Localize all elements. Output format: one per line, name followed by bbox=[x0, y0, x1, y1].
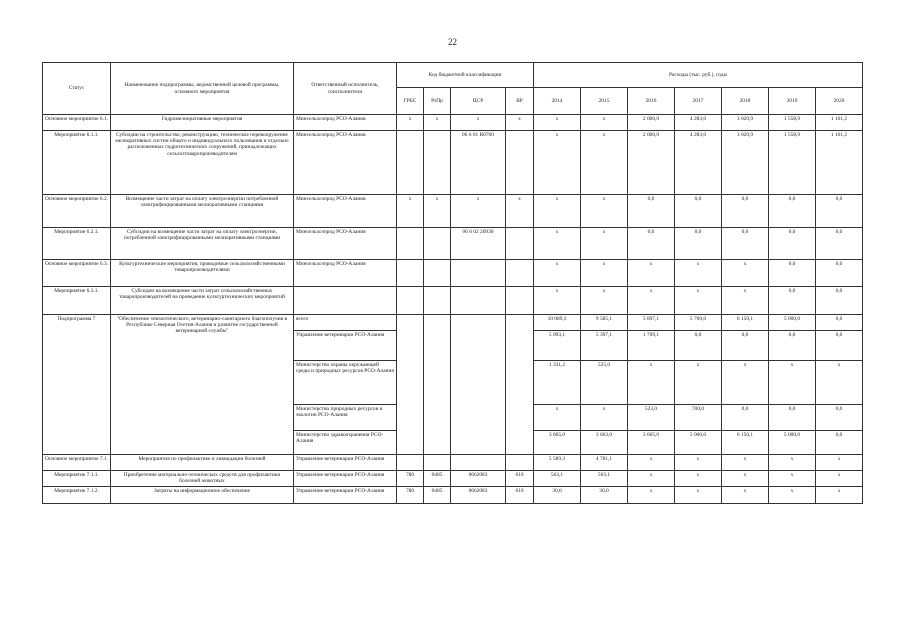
table-row bbox=[43, 487, 863, 504]
row-value: 4 781,1 bbox=[581, 455, 628, 471]
row-value: х bbox=[628, 455, 675, 471]
table-row bbox=[43, 455, 863, 471]
row-value: 10 089,3 bbox=[534, 315, 581, 331]
row-code bbox=[506, 315, 534, 455]
row-value: 523,0 bbox=[628, 405, 675, 431]
row-value: х bbox=[581, 260, 628, 287]
row-value: 700,0 bbox=[675, 405, 722, 431]
table-row bbox=[43, 131, 863, 195]
row-code bbox=[451, 315, 506, 455]
row-value: 1 558,9 bbox=[769, 131, 816, 195]
row-code bbox=[424, 131, 451, 195]
row-value: х bbox=[534, 228, 581, 260]
row-name: Культуртехнические мероприятия, проводимые сельскохозяйственными товаропроизводителями bbox=[111, 260, 294, 287]
row-value: 1 558,9 bbox=[769, 115, 816, 131]
row-value: х bbox=[722, 361, 769, 405]
row-code bbox=[506, 287, 534, 315]
row-value: х bbox=[581, 228, 628, 260]
row-value: 30,0 bbox=[534, 487, 581, 504]
row-value: х bbox=[722, 471, 769, 487]
row-status: Мероприятие 6.1.1. bbox=[43, 131, 111, 195]
row-executor: Министерство природных ресурсов и экологии РСО-Алания bbox=[294, 405, 397, 431]
row-status: Мероприятие 6.2.1. bbox=[43, 228, 111, 260]
row-name: Затраты на информационное обеспечение bbox=[111, 487, 294, 504]
row-value: х bbox=[816, 455, 863, 471]
row-value: 0,0 bbox=[816, 287, 863, 315]
row-code bbox=[397, 315, 424, 455]
row-value: 1 161,2 bbox=[816, 115, 863, 131]
row-value: 0,0 bbox=[816, 405, 863, 431]
row-value: 6 150,1 bbox=[722, 431, 769, 455]
row-value: х bbox=[628, 361, 675, 405]
row-value: х bbox=[534, 405, 581, 431]
row-code bbox=[506, 228, 534, 260]
row-value: х bbox=[816, 471, 863, 487]
row-code bbox=[397, 228, 424, 260]
row-value: 1 709,1 bbox=[628, 331, 675, 361]
row-value: х bbox=[534, 115, 581, 131]
table-row bbox=[43, 115, 863, 131]
row-value: х bbox=[581, 195, 628, 228]
header-code: ЦСР bbox=[451, 88, 506, 115]
row-value: х bbox=[628, 487, 675, 504]
row-code: 0662083 bbox=[451, 471, 506, 487]
row-code bbox=[506, 260, 534, 287]
page-number: 22 bbox=[448, 37, 457, 47]
row-value: х bbox=[769, 487, 816, 504]
header-year: 2015 bbox=[581, 88, 628, 115]
header-code: ВР bbox=[506, 88, 534, 115]
row-status: Основное мероприятие 6.2. bbox=[43, 195, 111, 228]
row-code bbox=[451, 260, 506, 287]
row-code: 780 bbox=[397, 487, 424, 504]
row-value: х bbox=[534, 195, 581, 228]
row-value: 4 283,0 bbox=[675, 131, 722, 195]
row-code bbox=[506, 131, 534, 195]
row-name: Приобретение материально-технических средств для профилактики болезней животных bbox=[111, 471, 294, 487]
row-value: 0,0 bbox=[722, 228, 769, 260]
row-status: Основное мероприятие 6.3. bbox=[43, 260, 111, 287]
row-value: 0,0 bbox=[816, 431, 863, 455]
row-value: 3 665,0 bbox=[628, 431, 675, 455]
subprogram-name: "Обеспечение эпизоотического, ветеринарно-санитарного благополучия в Республике Северная Осетия-Алания и развитие государственной ветеринарной службы" bbox=[111, 315, 294, 455]
header-status: Статус bbox=[43, 63, 111, 115]
row-name: Гидромелиоративные мероприятия bbox=[111, 115, 294, 131]
row-value: х bbox=[581, 115, 628, 131]
row-value: 0,0 bbox=[816, 331, 863, 361]
row-code: х bbox=[506, 195, 534, 228]
row-value: 0,0 bbox=[675, 228, 722, 260]
header-year: 2019 bbox=[769, 88, 816, 115]
row-code: 610 bbox=[506, 471, 534, 487]
row-code bbox=[424, 228, 451, 260]
row-value: 0,0 bbox=[722, 405, 769, 431]
row-value: х bbox=[581, 131, 628, 195]
header-name: Наименование подпрограммы, ведомственной целевой программы, основного мероприятия bbox=[111, 63, 294, 115]
row-value: 0,0 bbox=[722, 331, 769, 361]
row-value: 3 020,9 bbox=[722, 115, 769, 131]
row-value: х bbox=[628, 471, 675, 487]
row-value: 0,0 bbox=[769, 228, 816, 260]
row-value: 5 000,0 bbox=[769, 315, 816, 331]
row-value: х bbox=[816, 487, 863, 504]
row-value: х bbox=[722, 455, 769, 471]
row-executor: всего bbox=[294, 315, 397, 331]
row-value: 0,0 bbox=[628, 228, 675, 260]
row-executor bbox=[294, 287, 397, 315]
row-value: х bbox=[534, 131, 581, 195]
row-value: 5 897,1 bbox=[628, 315, 675, 331]
row-code: 06 6 01 R0760 bbox=[451, 131, 506, 195]
header-year: 2016 bbox=[628, 88, 675, 115]
row-value: 0,0 bbox=[675, 331, 722, 361]
row-name: Субсидии на строительство, реконструкцию, техническое перевооружение мелиоративных систем общего и индивидуального пользования и отдельно расположенных гидротехнических сооружений, принадлежащих сельхозтоваропроизводителям bbox=[111, 131, 294, 195]
row-value: 5 000,0 bbox=[769, 431, 816, 455]
row-value: х bbox=[675, 287, 722, 315]
row-value: х bbox=[769, 361, 816, 405]
table-row bbox=[43, 195, 863, 228]
row-value: 0,0 bbox=[816, 228, 863, 260]
row-code: х bbox=[424, 195, 451, 228]
header-year: 2014 bbox=[534, 88, 581, 115]
row-executor: Управление ветеринарии РСО-Алания bbox=[294, 471, 397, 487]
row-value: 30,0 bbox=[581, 487, 628, 504]
header-year: 2020 bbox=[816, 88, 863, 115]
row-code: х bbox=[451, 115, 506, 131]
row-executor: Минсельхозпрод РСО-Алания bbox=[294, 131, 397, 195]
row-value: х bbox=[581, 287, 628, 315]
row-code: 780 bbox=[397, 471, 424, 487]
row-value: 0,0 bbox=[675, 195, 722, 228]
header-year: 2018 bbox=[722, 88, 769, 115]
row-code bbox=[424, 315, 451, 455]
header-expenses: Расходы (тыс. руб.), годы bbox=[534, 63, 863, 88]
row-code bbox=[506, 455, 534, 471]
row-code: х bbox=[397, 115, 424, 131]
row-value: 6 150,1 bbox=[722, 315, 769, 331]
row-executor: Минсельхозпрод РСО-Алания bbox=[294, 115, 397, 131]
row-value: х bbox=[816, 361, 863, 405]
row-value: 0,0 bbox=[769, 287, 816, 315]
row-status: Основное мероприятие 7.1. bbox=[43, 455, 111, 471]
row-code: х bbox=[397, 195, 424, 228]
row-value: 1 331,2 bbox=[534, 361, 581, 405]
row-name: Субсидии на возмещение части затрат на оплату электроэнергии, потребленной электрифицированными мелиоративными станциями bbox=[111, 228, 294, 260]
row-value: х bbox=[581, 405, 628, 431]
row-value: 0,0 bbox=[769, 195, 816, 228]
table-row bbox=[43, 260, 863, 287]
table-row bbox=[43, 228, 863, 260]
row-executor: Управление ветеринарии РСО-Алания bbox=[294, 487, 397, 504]
row-value: х bbox=[675, 260, 722, 287]
header-budget-code: Код бюджетной классификации bbox=[397, 63, 534, 88]
row-value: 0,0 bbox=[769, 331, 816, 361]
row-code: х bbox=[451, 195, 506, 228]
row-value: х bbox=[675, 487, 722, 504]
header-executor: Ответственный исполнитель, соисполнители bbox=[294, 63, 397, 115]
row-value: х bbox=[722, 487, 769, 504]
header-code: ГРБС bbox=[397, 88, 424, 115]
row-code bbox=[424, 455, 451, 471]
row-value: х bbox=[769, 455, 816, 471]
row-value: 563,1 bbox=[581, 471, 628, 487]
row-value: 3 020,9 bbox=[722, 131, 769, 195]
row-value: 0,0 bbox=[628, 195, 675, 228]
row-executor: Министерство здравоохранения РСО-Алания bbox=[294, 431, 397, 455]
row-value: 0,0 bbox=[769, 405, 816, 431]
row-code: 0662083 bbox=[451, 487, 506, 504]
row-value: 5 700,0 bbox=[675, 315, 722, 331]
row-code: х bbox=[424, 115, 451, 131]
row-value: х bbox=[628, 260, 675, 287]
row-code bbox=[451, 455, 506, 471]
row-code bbox=[397, 131, 424, 195]
row-status: Мероприятие 7.1.1. bbox=[43, 471, 111, 487]
row-value: 5 093,1 bbox=[534, 331, 581, 361]
row-value: 0,0 bbox=[722, 195, 769, 228]
row-name: Мероприятия по профилактике и ликвидации болезней bbox=[111, 455, 294, 471]
row-value: 9 585,1 bbox=[581, 315, 628, 331]
row-code bbox=[397, 260, 424, 287]
row-value: х bbox=[675, 361, 722, 405]
row-value: 0,0 bbox=[816, 315, 863, 331]
row-value: 4 283,0 bbox=[675, 115, 722, 131]
row-name: Субсидии на возмещение части затрат сельскохозяйственных товаропроизводителей на проведение культуртехнических мероприятий bbox=[111, 287, 294, 315]
row-value: х bbox=[675, 471, 722, 487]
row-executor: Минсельхозпрод РСО-Алания bbox=[294, 260, 397, 287]
row-value: х bbox=[769, 471, 816, 487]
row-value: 563,1 bbox=[534, 471, 581, 487]
row-value: 1 161,2 bbox=[816, 131, 863, 195]
row-name: Возмещение части затрат на оплату электроэнергии потребленной электрифицированными мелиоративными станциями bbox=[111, 195, 294, 228]
header-code: РзПр bbox=[424, 88, 451, 115]
row-value: х bbox=[628, 287, 675, 315]
row-value: 5 397,1 bbox=[581, 331, 628, 361]
row-code: 06 6 02 20930 bbox=[451, 228, 506, 260]
row-value: 0,0 bbox=[769, 260, 816, 287]
row-code bbox=[397, 287, 424, 315]
row-code: 0405 bbox=[424, 487, 451, 504]
row-executor: Управление ветеринарии РСО-Алания bbox=[294, 455, 397, 471]
row-code bbox=[451, 287, 506, 315]
row-executor: Минсельхозпрод РСО-Алания bbox=[294, 228, 397, 260]
row-status: Мероприятие 7.1.2. bbox=[43, 487, 111, 504]
subprogram-status: Подпрограмма 7 bbox=[43, 315, 111, 455]
table-row bbox=[43, 315, 863, 331]
row-value: х bbox=[722, 260, 769, 287]
budget-table bbox=[42, 62, 863, 504]
table-row bbox=[43, 287, 863, 315]
row-value: 0,0 bbox=[816, 195, 863, 228]
row-value: 2 000,0 bbox=[628, 115, 675, 131]
row-code: 610 bbox=[506, 487, 534, 504]
row-value: х bbox=[675, 455, 722, 471]
row-status: Основное мероприятие 6.1. bbox=[43, 115, 111, 131]
header-year: 2017 bbox=[675, 88, 722, 115]
row-status: Мероприятие 6.3.1. bbox=[43, 287, 111, 315]
row-code: 0405 bbox=[424, 471, 451, 487]
row-value: х bbox=[722, 287, 769, 315]
row-value: х bbox=[534, 287, 581, 315]
row-value: 0,0 bbox=[816, 260, 863, 287]
row-executor: Министерство охраны окружающей среды и природных ресурсов РСО-Алания bbox=[294, 361, 397, 405]
row-executor: Минсельхозпрод РСО-Алания bbox=[294, 195, 397, 228]
row-value: 2 000,0 bbox=[628, 131, 675, 195]
row-code bbox=[424, 287, 451, 315]
row-value: 3 665,0 bbox=[534, 431, 581, 455]
row-code bbox=[397, 455, 424, 471]
row-value: 525,0 bbox=[581, 361, 628, 405]
row-code: х bbox=[506, 115, 534, 131]
row-executor: Управление ветеринарии РСО-Алания bbox=[294, 331, 397, 361]
row-code bbox=[424, 260, 451, 287]
row-value: 5 589,3 bbox=[534, 455, 581, 471]
table-row bbox=[43, 471, 863, 487]
row-value: 5 000,0 bbox=[675, 431, 722, 455]
row-value: 3 663,0 bbox=[581, 431, 628, 455]
row-value: х bbox=[534, 260, 581, 287]
